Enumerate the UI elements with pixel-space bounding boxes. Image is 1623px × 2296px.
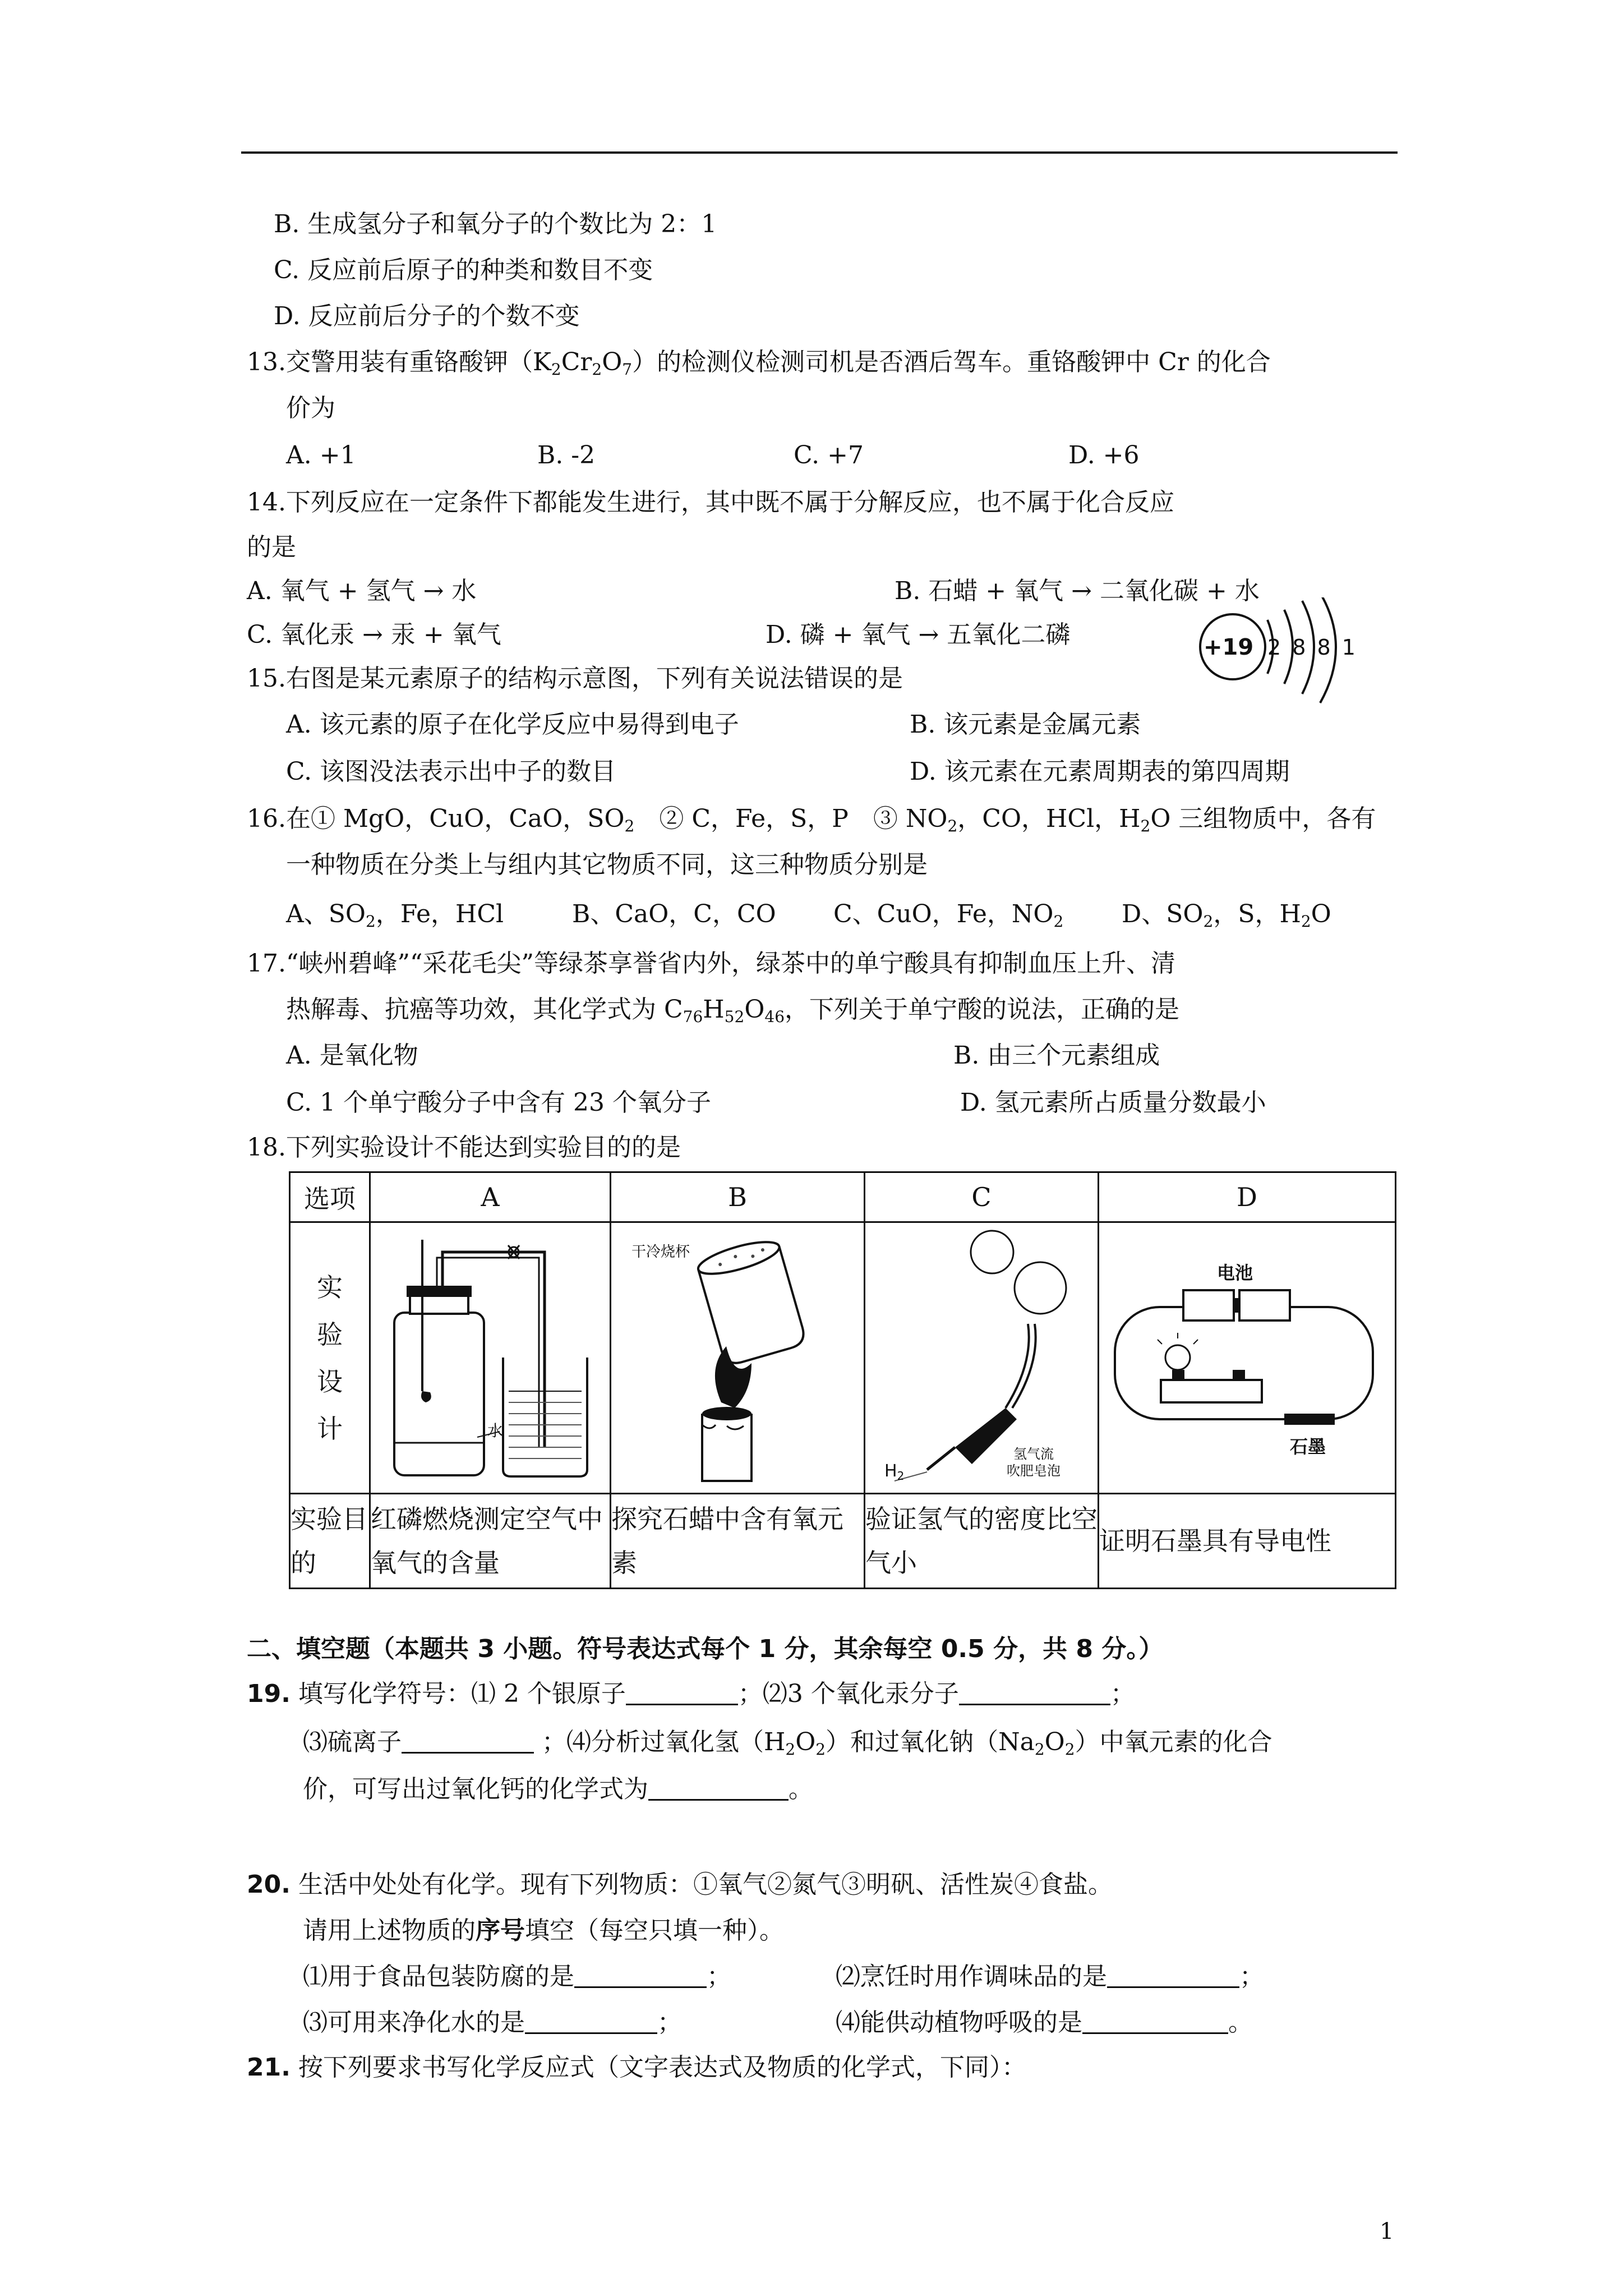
q12-option-c: C. 反应前后原子的种类和数目不变: [274, 256, 653, 284]
q17-option-c: C. 1 个单宁酸分子中含有 23 个氧分子: [286, 1088, 712, 1117]
q17-option-a: A. 是氧化物: [286, 1041, 418, 1070]
q17-option-d: D. 氢元素所占质量分数最小: [960, 1088, 1266, 1117]
page-number: 1: [1380, 2219, 1394, 2244]
table-header-col-d: D: [1099, 1172, 1396, 1222]
figure-b-beaker-label: 干冷烧杯: [631, 1244, 690, 1260]
q16-option-b: B、CaO，C，CO: [572, 900, 776, 928]
figure-d-battery-label: 电池: [1217, 1262, 1253, 1283]
q16-stem-line2: 一种物质在分类上与组内其它物质不同，这三种物质分别是: [286, 850, 928, 879]
section2-title: 二、填空题（本题共 3 小题。符号表达式每个 1 分，其余每空 0.5 分，共 8 分。）: [247, 1635, 1164, 1663]
q20-item3: ⑶可用来净化水的是 ；: [303, 2008, 682, 2037]
q15-option-a: A. 该元素的原子在化学反应中易得到电子: [286, 710, 739, 739]
q20-item2: ⑵烹饪时用作调味品的是 ；: [836, 1962, 1264, 1991]
q13-stem-line2: 价为: [286, 394, 335, 422]
table-design-label: 实 验 设 计: [290, 1222, 370, 1494]
q20-blank-3[interactable]: [525, 2008, 657, 2034]
table-header-col-b: B: [611, 1172, 865, 1222]
figure-c-note1: 氢气流: [1013, 1446, 1054, 1462]
q20-item1: ⑴用于食品包装防腐的是 ；: [303, 1962, 731, 1991]
q16-stem: 16.在① MgO，CuO，CaO，$SO_2$ ② C，Fe，S，P ③ $NO_2$，CO，HCl，$H_2O$ 三组物质中，各有: [247, 804, 1376, 835]
table-header-col-a: A: [370, 1172, 611, 1222]
q19-line3: 价，可写出过氧化钙的化学式为 。: [303, 1775, 813, 1803]
q19-blank-2[interactable]: [959, 1679, 1110, 1705]
figure-c-h2-label: $H_2$: [884, 1461, 905, 1483]
table-header-label: 选项: [290, 1172, 370, 1222]
figure-a-cell: [370, 1222, 611, 1494]
q14-option-c: C. 氧化汞 → 汞 + 氧气: [247, 620, 501, 649]
q15-option-b: B. 该元素是金属元素: [910, 710, 1141, 739]
q20-item4: ⑷能供动植物呼吸的是 。: [836, 2008, 1253, 2037]
q19-blank-3[interactable]: [402, 1727, 534, 1754]
atom-structure-diagram: [1183, 597, 1396, 749]
q17-option-b: B. 由三个元素组成: [953, 1041, 1160, 1070]
figure-c-cell: [865, 1222, 1099, 1494]
q19-line2: ⑶硫离子 ；⑷分析过氧化氢$(H_2O_2)$和过氧化钠$(Na_2O_2)$中氧元素的化合: [303, 1728, 1272, 1759]
figure-a-water-label: 水: [487, 1421, 504, 1440]
q20-blank-2[interactable]: [1107, 1962, 1239, 1988]
q13-stem: 13.交警用装有重铬酸钾$(K_2Cr_2O_7)$的检测仪检测司机是否酒后驾车。重铬酸钾中 Cr 的化合: [247, 348, 1271, 379]
figure-a-phosphorus-apparatus: [371, 1223, 610, 1487]
q15-option-d: D. 该元素在元素周期表的第四周期: [910, 757, 1290, 786]
q18-experiment-table: [289, 1171, 1396, 1589]
goal-b: 探究石蜡中含有氧元素: [611, 1494, 865, 1589]
figure-b-cell: [611, 1222, 865, 1494]
goal-c: 验证氢气的密度比空气小: [865, 1494, 1099, 1589]
q16-option-a: A、$SO_2$，Fe，HCl: [286, 900, 504, 931]
q14-option-d: D. 磷 + 氧气 → 五氧化二磷: [766, 620, 1071, 649]
q15-option-c: C. 该图没法表示出中子的数目: [286, 757, 616, 786]
q15-stem: 15.右图是某元素原子的结构示意图，下列有关说法错误的是: [247, 664, 903, 693]
q20-blank-1[interactable]: [574, 1962, 707, 1988]
q20-blank-4[interactable]: [1082, 2008, 1228, 2034]
q16-option-d: D、$SO_2$，S，$H_2O$: [1122, 900, 1331, 931]
q14-option-b: B. 石蜡 + 氧气 → 二氧化碳 + 水: [895, 577, 1260, 605]
table-header-row: [290, 1172, 1396, 1222]
q12-option-d: D. 反应前后分子的个数不变: [274, 302, 580, 330]
q18-stem: 18.下列实验设计不能达到实验目的的是: [247, 1133, 681, 1162]
q19-line1: 19. 填写化学符号：⑴ 2 个银原子 ；⑵3 个氧化汞分子 ；: [247, 1680, 1135, 1708]
q16-option-c: C、CuO，Fe，$NO_2$: [833, 900, 1064, 931]
table-goal-label: 实验目的: [290, 1494, 370, 1589]
figure-d-graphite-label: 石墨: [1290, 1436, 1326, 1457]
q13-option-a: A. +1: [286, 441, 356, 470]
q14-stem-line2: 的是: [247, 533, 296, 562]
goal-d: 证明石墨具有导电性: [1099, 1494, 1396, 1589]
q20-line2: 请用上述物质的序号填空（每空只填一种）。: [303, 1916, 784, 1945]
atom-electron-shells: 2 8 8 1: [1267, 635, 1358, 660]
figure-d-graphite-circuit: [1099, 1223, 1395, 1487]
q14-option-a: A. 氧气 + 氢气 → 水: [247, 577, 477, 605]
q17-stem: 17.“峡州碧峰”“采花毛尖”等绿茶享誉省内外，绿茶中的单宁酸具有抑制血压上升、清: [247, 949, 1175, 978]
figure-c-hydrogen-bubbles: [865, 1223, 1098, 1487]
q21-line1: 21. 按下列要求书写化学反应式（文字表达式及物质的化学式，下同）：: [247, 2053, 1026, 2082]
goal-a: 红磷燃烧测定空气中氧气的含量: [370, 1494, 611, 1589]
q13-option-c: C. +7: [794, 441, 864, 470]
table-header-col-c: C: [865, 1172, 1099, 1222]
q14-stem: 14.下列反应在一定条件下都能发生进行，其中既不属于分解反应，也不属于化合反应: [247, 488, 1174, 517]
header-rule: [241, 151, 1398, 154]
figure-b-candle-beaker: [611, 1223, 864, 1487]
q20-line1: 20. 生活中处处有化学。现有下列物质：①氧气②氮气③明矾、活性炭④食盐。: [247, 1870, 1113, 1899]
q13-option-b: B. -2: [537, 441, 596, 470]
figure-d-cell: [1099, 1222, 1396, 1494]
q13-option-d: D. +6: [1068, 441, 1140, 470]
q19-blank-4[interactable]: [648, 1774, 789, 1801]
table-design-row: [290, 1222, 1396, 1494]
q17-stem-line2: 热解毒、抗癌等功效，其化学式为 $C_{76}H_{52}O_{46}$，下列关于单宁酸的说法，正确的是: [286, 995, 1180, 1026]
atom-nucleus-charge: +19: [1204, 634, 1254, 660]
q12-option-b: B. 生成氢分子和氧分子的个数比为 2：1: [274, 210, 717, 238]
q19-blank-1[interactable]: [626, 1679, 738, 1705]
figure-c-note2: 吹肥皂泡: [1007, 1463, 1061, 1479]
table-goal-row: [290, 1494, 1396, 1589]
